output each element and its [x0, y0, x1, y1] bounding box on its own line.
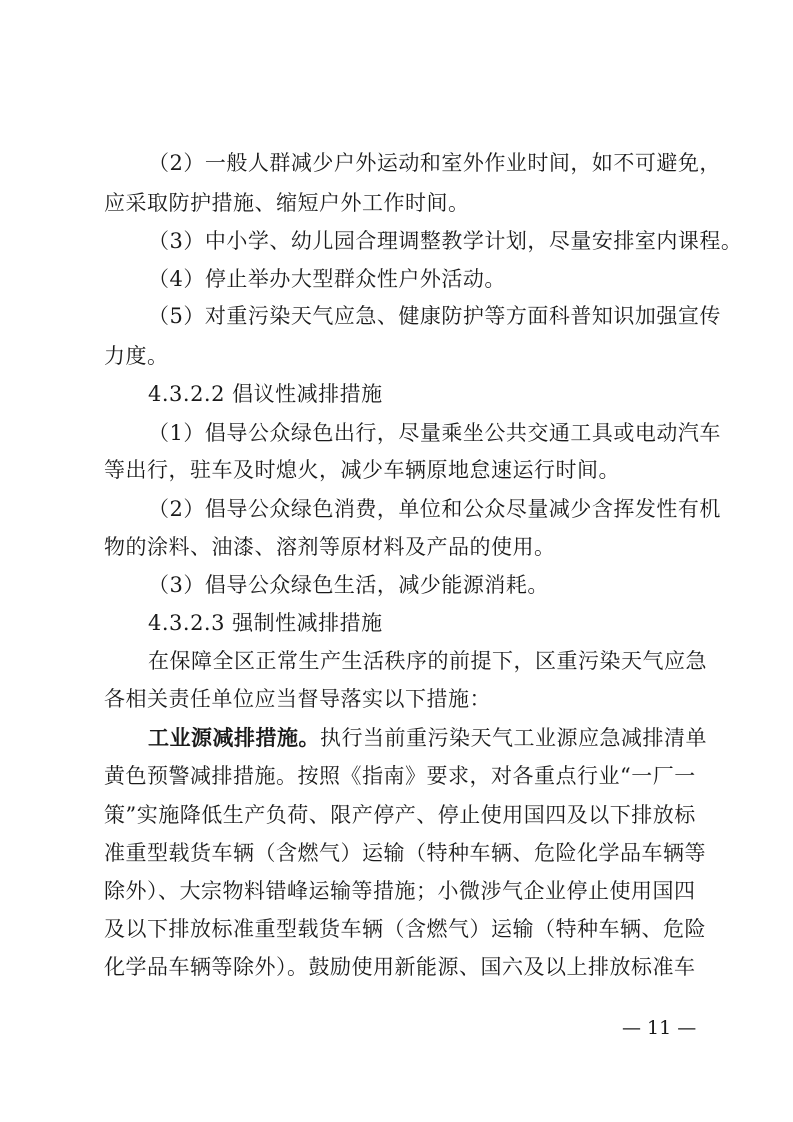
paragraph-line: （2）倡导公众绿色消费，单位和公众尽量减少含挥发性有机	[148, 497, 721, 521]
paragraph-line: 等出行，驻车及时熄火，减少车辆原地怠速运行时间。	[104, 458, 620, 482]
paragraph-line: 及以下排放标准重型载货车辆（含燃气）运输（特种车辆、危险	[104, 917, 706, 941]
paragraph-line: 准重型载货车辆（含燃气）运输（特种车辆、危险化学品车辆等	[104, 841, 706, 865]
paragraph-line: 化学品车辆等除外）。鼓励使用新能源、国六及以上排放标准车	[104, 955, 696, 979]
paragraph-text: 执行当前重污染天气工业源应急减排清单	[320, 726, 707, 750]
section-heading: 4.3.2.2 倡议性减排措施	[148, 382, 383, 406]
paragraph-line: （1）倡导公众绿色出行，尽量乘坐公共交通工具或电动汽车	[148, 421, 721, 445]
paragraph-line: 物的涂料、油漆、溶剂等原材料及产品的使用。	[104, 535, 556, 559]
paragraph-line: 在保障全区正常生产生活秩序的前提下，区重污染天气应急	[148, 649, 707, 673]
paragraph-line	[148, 725, 707, 751]
paragraph-line: 策”实施降低生产负荷、限产停产、停止使用国四及以下排放标	[104, 803, 696, 827]
paragraph-line: 除外）、大宗物料错峰运输等措施；小微涉气企业停止使用国四	[104, 879, 696, 903]
section-heading: 4.3.2.3 强制性减排措施	[148, 611, 383, 635]
paragraph-line: 黄色预警减排措施。按照《指南》要求，对各重点行业“一厂一	[104, 764, 696, 788]
page-number: — 11 —	[622, 1017, 697, 1039]
bold-lead-text: 工业源减排措施。	[148, 725, 320, 750]
paragraph-line: （2）一般人群减少户外运动和室外作业时间，如不可避免，	[148, 151, 721, 175]
paragraph-line: （3）倡导公众绿色生活，减少能源消耗。	[148, 573, 549, 597]
paragraph-line: 各相关责任单位应当督导落实以下措施：	[104, 687, 491, 711]
paragraph-line: （3）中小学、幼儿园合理调整教学计划，尽量安排室内课程。	[148, 229, 743, 253]
paragraph-line: 力度。	[104, 344, 169, 368]
paragraph-line: 应采取防护措施、缩短户外工作时间。	[104, 191, 470, 215]
paragraph-line: （5）对重污染天气应急、健康防护等方面科普知识加强宣传	[148, 304, 721, 328]
paragraph-line: （4）停止举办大型群众性户外活动。	[148, 267, 506, 291]
